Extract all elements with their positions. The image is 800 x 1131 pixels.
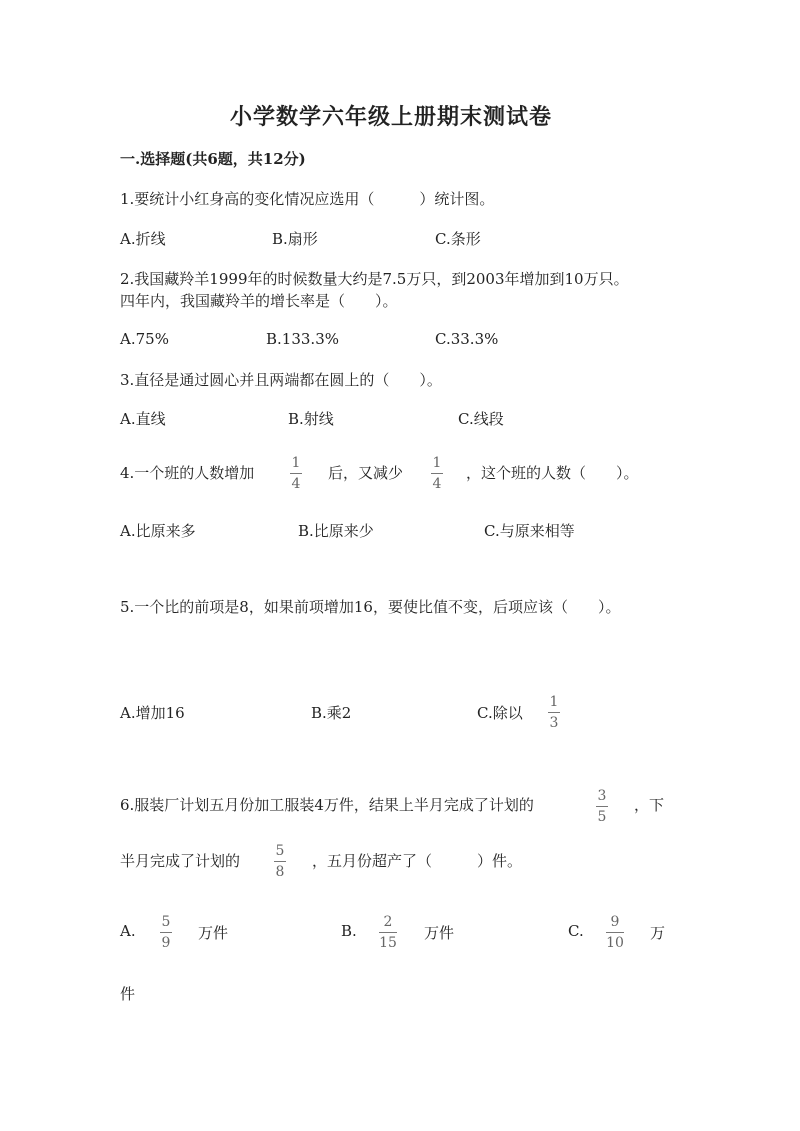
q6-fraction-1 (596, 788, 608, 825)
fraction-denominator: 4 (291, 476, 301, 492)
fraction-numerator: 1 (291, 455, 301, 471)
page-title: 小学数学六年级上册期末测试卷 (230, 104, 553, 130)
question-5: 5.一个比的前项是8，如果前项增加16，要使比值不变，后项应该（ ）。 (120, 598, 621, 616)
question-1: 1.要统计小红身高的变化情况应选用（ ）统计图。 (120, 190, 495, 208)
fraction-denominator: 9 (161, 935, 171, 951)
q4-option-a[interactable]: A.比原来多 (120, 522, 196, 540)
q4-fraction-2 (431, 455, 443, 492)
fraction-denominator: 3 (549, 715, 559, 731)
fraction-denominator: 10 (606, 935, 624, 951)
question-2-line1: 2.我国藏羚羊1999年的时候数量大约是7.5万只，到2003年增加到10万只。 (120, 270, 629, 288)
q5-option-c[interactable]: C.除以 (477, 704, 523, 722)
question-2-line2: 四年内，我国藏羚羊的增长率是（ ）。 (120, 292, 398, 310)
question-3: 3.直径是通过圆心并且两端都在圆上的（ ）。 (120, 371, 442, 389)
q6-option-b-unit: 万件 (424, 924, 455, 942)
fraction-denominator: 5 (597, 809, 607, 825)
question-6-part1: 6.服装厂计划五月份加工服装4万件，结果上半月完成了计划的 (120, 796, 534, 814)
q6-option-a-unit: 万件 (198, 924, 229, 942)
q5-option-c-fraction (548, 694, 560, 731)
q6-option-c-unit-wrap: 件 (120, 985, 136, 1003)
question-4-part3: ，这个班的人数（ ）。 (466, 464, 639, 482)
fraction-numerator: 2 (383, 914, 393, 930)
question-6-part4: ，五月份超产了（ ）件。 (312, 852, 523, 870)
q6-fraction-2 (274, 843, 286, 880)
q5-option-b[interactable]: B.乘2 (311, 704, 352, 722)
q3-option-b[interactable]: B.射线 (288, 410, 334, 428)
q3-option-c[interactable]: C.线段 (458, 410, 504, 428)
q2-option-a[interactable]: A.75% (120, 330, 169, 348)
fraction-numerator: 3 (597, 788, 607, 804)
fraction-numerator: 5 (275, 843, 285, 859)
q6-option-c[interactable]: C. (568, 922, 584, 940)
q2-option-c[interactable]: C.33.3% (435, 330, 499, 348)
q1-option-c[interactable]: C.条形 (435, 230, 481, 248)
q6-option-b-fraction (379, 914, 397, 951)
q3-option-a[interactable]: A.直线 (120, 410, 166, 428)
q6-option-a[interactable]: A. (120, 922, 136, 940)
question-6-part2: ，下 (634, 796, 665, 814)
fraction-numerator: 5 (161, 914, 171, 930)
fraction-denominator: 4 (432, 476, 442, 492)
question-6-part3: 半月完成了计划的 (120, 852, 241, 870)
q6-option-a-fraction (160, 914, 172, 951)
fraction-denominator: 15 (379, 935, 397, 951)
fraction-numerator: 1 (549, 694, 559, 710)
section-heading: 一.选择题(共6题，共12分) (120, 150, 306, 168)
q6-option-c-unit: 万 (650, 924, 666, 942)
q6-option-b[interactable]: B. (341, 922, 357, 940)
fraction-numerator: 9 (610, 914, 620, 930)
fraction-numerator: 1 (432, 455, 442, 471)
q4-fraction-1 (290, 455, 302, 492)
question-4-part1: 4.一个班的人数增加 (120, 464, 255, 482)
q1-option-a[interactable]: A.折线 (120, 230, 166, 248)
q6-option-c-fraction (606, 914, 624, 951)
q2-option-b[interactable]: B.133.3% (266, 330, 339, 348)
question-4-part2: 后，又减少 (328, 464, 404, 482)
q4-option-c[interactable]: C.与原来相等 (484, 522, 575, 540)
fraction-denominator: 8 (275, 864, 285, 880)
q4-option-b[interactable]: B.比原来少 (298, 522, 374, 540)
q5-option-a[interactable]: A.增加16 (120, 704, 185, 722)
q1-option-b[interactable]: B.扇形 (272, 230, 318, 248)
